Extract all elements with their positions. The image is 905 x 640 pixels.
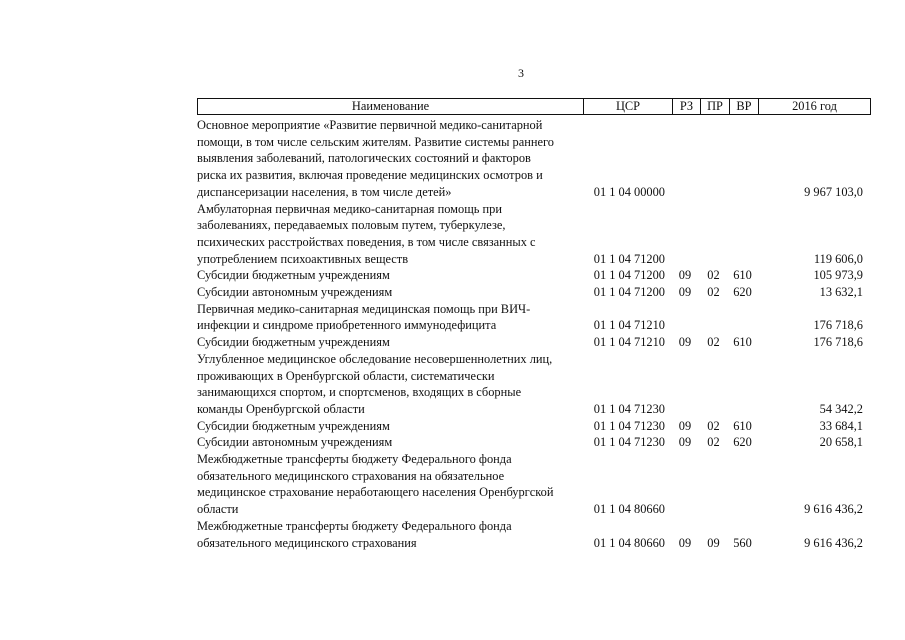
row-rz: 09 [678,435,692,450]
row-csr: 01 1 04 71210 [593,335,665,350]
row-vr: 620 [733,285,752,300]
row-name [197,351,582,418]
row-name-line: медицинское страхование неработающего населения Оренбургской [197,485,554,500]
row-vr: 620 [733,435,752,450]
row-rz: 09 [678,268,692,283]
row-name-line: занимающихся спортом, и спортсменов, входящих в сборные [197,385,522,400]
row-amount: 54 342,2 [819,401,863,416]
row-amount: 20 658,1 [819,435,863,450]
row-name-line: обязательного медицинского страхования [197,535,417,550]
budget-table [197,98,871,551]
row-name-line: Субсидии бюджетным учреждениям [197,335,390,350]
table-row [197,434,871,451]
row-amount: 33 684,1 [819,418,863,433]
row-name [197,267,582,284]
row-name-line: команды Оренбургской области [197,401,365,416]
row-csr: 01 1 04 00000 [593,184,665,199]
row-amount: 119 606,0 [813,251,863,266]
row-pr: 02 [707,268,720,283]
row-name-line: психических расстройствах поведения, в том числе связанных с [197,234,536,249]
table-row [197,117,871,201]
row-csr: 01 1 04 71200 [593,268,665,283]
row-name-line: Субсидии бюджетным учреждениям [197,268,390,283]
row-name [197,117,582,201]
row-csr: 01 1 04 71200 [593,251,665,266]
row-amount: 9 967 103,0 [804,184,863,199]
row-csr: 01 1 04 71210 [593,318,665,333]
row-name-line: Амбулаторная первичная медико-санитарная помощь при [197,201,502,216]
row-name-line: Углубленное медицинское обследование несовершеннолетних лиц, [197,351,553,366]
row-pr: 02 [707,285,720,300]
row-pr: 02 [707,335,720,350]
page-number: 3 [518,66,524,80]
row-name [197,451,582,518]
row-name-line: диспансеризации населения, в том числе детей» [197,184,452,199]
row-amount: 9 616 436,2 [804,502,863,517]
row-name-line: риска их развития, включая проведение медицинских осмотров и [197,168,543,183]
header-csr: ЦСР [583,99,672,114]
header-year: 2016 год [758,99,870,114]
row-vr: 560 [733,535,752,550]
row-name [197,301,582,334]
row-name-line: Субсидии автономным учреждениям [197,285,393,300]
row-name-line: Межбюджетные трансферты бюджету Федерального фонда [197,452,512,467]
row-name-line: Основное мероприятие «Развитие первичной медико-санитарной [197,118,543,132]
table-row [197,284,871,301]
row-rz: 09 [678,418,692,433]
row-name [197,201,582,268]
row-rz: 09 [678,535,692,550]
row-name-line: области [197,502,239,517]
table-row [197,334,871,351]
table-row [197,418,871,435]
row-csr: 01 1 04 80660 [593,535,665,550]
row-vr: 610 [733,268,752,283]
row-amount: 176 718,6 [813,335,863,350]
row-pr: 02 [707,435,720,450]
table-row [197,267,871,284]
row-name-line: Межбюджетные трансферты бюджету Федерального фонда [197,518,512,533]
row-amount: 105 973,9 [813,268,863,283]
row-name-line: инфекции и синдроме приобретенного иммунодефицита [197,318,497,333]
row-name [197,518,582,551]
header-rz: РЗ [672,99,700,114]
row-amount: 9 616 436,2 [804,535,863,550]
row-rz: 09 [678,335,692,350]
row-name-line: Субсидии автономным учреждениям [197,435,393,450]
row-name-line: обязательного медицинского страхования на обязательное [197,468,505,483]
row-vr: 610 [733,335,752,350]
row-csr: 01 1 04 80660 [593,502,665,517]
header-name: Наименование [351,99,430,113]
row-vr: 610 [733,418,752,433]
row-name-line: выявления заболеваний, патологических состояний и факторов [197,151,531,166]
row-pr: 02 [707,418,720,433]
table-row [197,451,871,518]
row-name [197,434,582,451]
row-name-line: Первичная медико-санитарная медицинская помощь при ВИЧ- [197,301,531,316]
row-csr: 01 1 04 71230 [593,435,665,450]
row-name-line: Субсидии бюджетным учреждениям [197,418,390,433]
header-vr: ВР [729,99,758,114]
row-name-line: помощи, в том числе сельским жителям. Развитие системы раннего [197,134,554,149]
row-name-line: проживающих в Оренбургской области, систематически [197,368,495,383]
row-name [197,334,582,351]
row-pr: 09 [707,535,720,550]
row-amount: 13 632,1 [819,285,863,300]
row-name-line: заболеваниях, передаваемых половым путем, туберкулезе, [197,218,506,233]
row-csr: 01 1 04 71230 [593,401,665,416]
row-csr: 01 1 04 71230 [593,418,665,433]
table-header [197,98,871,115]
row-name [197,284,582,301]
row-rz: 09 [678,285,692,300]
table-row [197,351,871,418]
table-body [197,117,871,551]
table-row [197,201,871,268]
row-name [197,418,582,435]
row-name-line: употреблением психоактивных веществ [197,251,409,266]
header-pr: ПР [700,99,729,114]
table-row [197,301,871,334]
row-amount: 176 718,6 [813,318,863,333]
table-row [197,518,871,551]
row-csr: 01 1 04 71200 [593,285,665,300]
